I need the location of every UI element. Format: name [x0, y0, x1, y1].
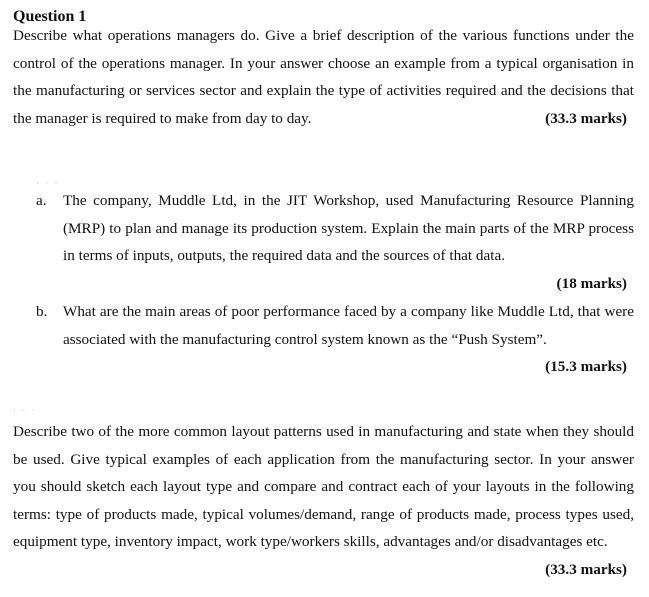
item-b-label: b. [36, 303, 48, 320]
intro-paragraph [13, 22, 634, 132]
list-item-a [36, 187, 634, 297]
item-a-marks: (18 marks) [556, 274, 627, 292]
question-title: Question 1 [13, 8, 87, 25]
layout-question-marks: (33.3 marks) [545, 560, 627, 578]
item-a-text: The company, Muddle Ltd, in the JIT Workshop, used Manufacturing Resource Planning (MRP) to plan and manage its production system. Explain the main parts of the MRP process in terms of inputs, outputs, the required data and the sources of that data. [63, 192, 634, 264]
faint-separator-dots: · · · [36, 178, 60, 188]
item-b-text: What are the main areas of poor performance faced by a company like Muddle Ltd, that were associated with the manufacturing control system known as the “Push System”. [63, 303, 634, 348]
intro-marks: (33.3 marks) [545, 109, 627, 127]
item-a-label: a. [36, 192, 47, 209]
faint-separator-dots-2: · · · [13, 405, 37, 415]
layout-question-paragraph [13, 418, 634, 583]
layout-question-text: Describe two of the more common layout patterns used in manufacturing and state when they should be used. Give typical examples of each application from the manufacturing sector. In your answer you should sketch each layout type and compare and contract each of your layouts in the following terms: type of products made, typical volumes/demand, range of products made, process types used, equipment type, inventory impact, work type/workers skills, advantages and/or disadvantages etc. [13, 423, 634, 550]
list-item-b [36, 298, 634, 381]
item-b-marks: (15.3 marks) [545, 358, 627, 375]
intro-text: Describe what operations managers do. Give a brief description of the various functions under the control of the operations manager. In your answer choose an example from a typical organisation in the manufacturing or services sector and explain the type of activities required and the decisions that the manager is required to make from day to day. [13, 27, 634, 127]
